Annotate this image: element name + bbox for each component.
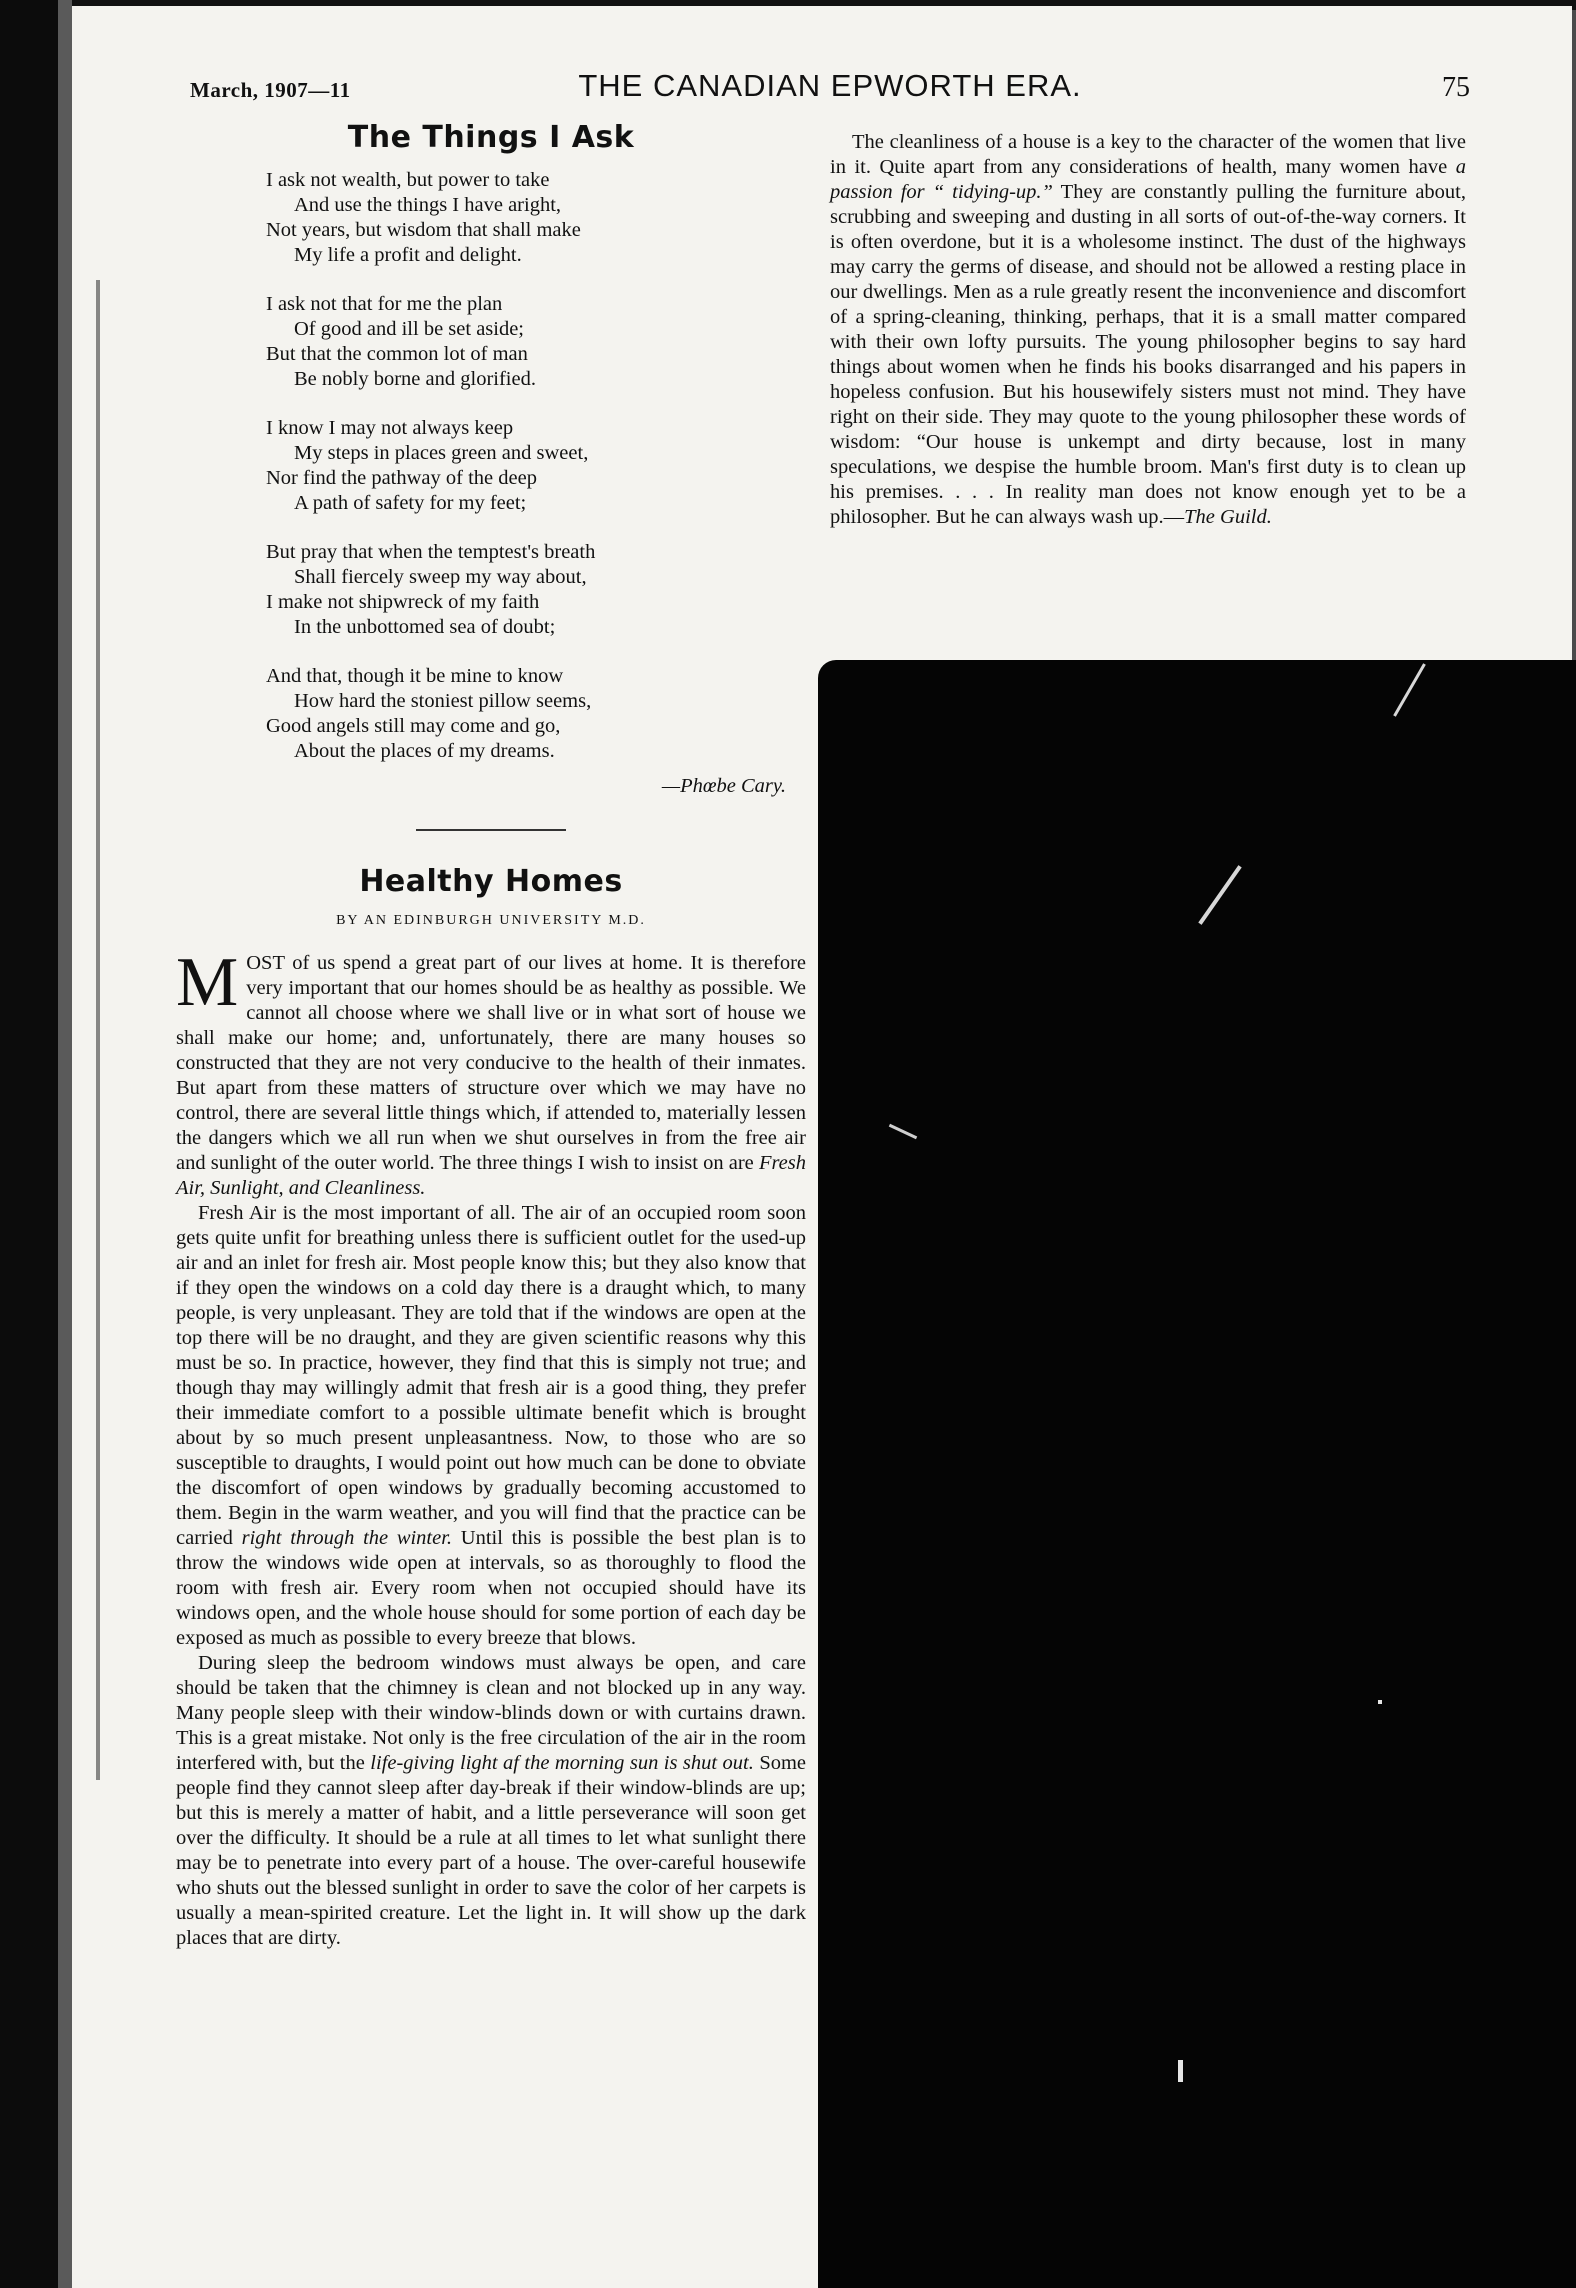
poem-line: About the places of my dreams.	[294, 740, 555, 762]
stanza	[266, 540, 806, 640]
article-paragraph: During sleep the bedroom windows must always be open, and care should be taken that the chimney is clean and not blocked up in any way. Many people sleep with their window-blinds down or with curtains drawn. This is a great mistake. Not only is the free circulation of the air in the room interfered with, but the life-giving light af the morning sun is shut out. Some people find they cannot sleep after day-break if their window-blinds are up; but this is merely a matter of habit, and a little perseverance will soon get over the difficulty. It should be a rule at all times to let what sunlight there may be to penetrate into every part of a house. The over-careful housewife who shuts out the blessed sunlight in order to save the color of her carpets is usually a mean-spirited creature. Let the light in. It will show up the dark places that are dirty.	[176, 1652, 807, 1949]
poem-title: The Things I Ask	[347, 120, 635, 155]
poem-line: I ask not that for me the plan	[266, 293, 503, 315]
poem-line: A path of safety for my feet;	[294, 492, 527, 514]
scan-artifact	[1393, 663, 1426, 716]
stanza	[266, 416, 806, 516]
scan-artifact	[1378, 1700, 1382, 1704]
article-paragraph: The cleanliness of a house is a key to the character of the women that live in it. Quite apart from any considerations of health, many women have a passion for “ tidying-up.” They are constantly pulling the furniture about, scrubbing and sweeping and dusting in all sorts of out-of-the-way corners. It is often overdone, but it is a wholesome instinct. The dust of the highways may carry the germs of disease, and should not be allowed a resting place in our dwellings. Men as a rule greatly resent the inconvenience and discomfort of a spring-cleaning, thinking, perhaps, that it is a small matter compared with their own lofty pursuits. The young philosopher begins to say hard things about women when he finds his books disarranged and his papers in hopeless confusion. But his housewifely sisters must not mind. They have right on their side. They may quote to the young philosopher these words of wisdom: “Our house is unkempt and dirty because, lost in many speculations, we despise the humble broom. Man's first duty is to clean up his premises. . . . In reality man does not know enough yet to be a philosopher. But he can always wash up.—The Guild.	[830, 131, 1467, 528]
stanza	[266, 292, 806, 392]
drop-cap: M	[176, 944, 239, 1021]
scan-artifact	[1198, 865, 1241, 925]
page-edge-crease	[96, 280, 100, 1780]
poem-line: I ask not wealth, but power to take	[266, 169, 550, 191]
article-title: Healthy Homes	[359, 864, 623, 899]
stanza	[266, 168, 806, 268]
article-byline: BY AN EDINBURGH UNIVERSITY M.D.	[336, 913, 646, 928]
missing-page-area	[818, 660, 1576, 2288]
poem-line: How hard the stoniest pillow seems,	[294, 690, 592, 712]
page-number: 75	[1442, 72, 1470, 103]
poem-line: Of good and ill be set aside;	[294, 318, 525, 340]
stanza	[266, 664, 806, 764]
poem-line: Nor find the pathway of the deep	[266, 467, 537, 489]
source-credit: The Guild.	[1184, 506, 1272, 528]
poem-line: Shall fiercely sweep my way about,	[294, 566, 587, 588]
poem-line: In the unbottomed sea of doubt;	[294, 616, 556, 638]
poem-line: But pray that when the temptest's breath	[266, 541, 596, 563]
right-column	[830, 130, 1466, 530]
publication-title: THE CANADIAN EPWORTH ERA.	[578, 68, 1082, 103]
article-paragraph: Fresh Air is the most important of all. The air of an occupied room soon gets quite unfit for breathing unless there is sufficient outlet for the used-up air and an inlet for fresh air. Most people know this; but they also know that if they open the windows on a cold day there is a draught which, to many people, is very unpleasant. They are told that if the windows are open at the top there will be no draught, and they are given scientific reasons why this must be so. In practice, however, they find that this is simply not true; and though thay may willingly admit that fresh air is a good thing, they prefer their immediate comfort to a possible ultimate benefit which is brought about by so much present unpleasantness. Now, to those who are so susceptible to draughts, I would point out how much can be done to obviate the discomfort of open windows by gradually becoming accustomed to them. Begin in the warm weather, and you will find that the practice can be carried right through the winter. Until this is possible the best plan is to throw the windows wide open at intervals, so as thoroughly to flood the room with fresh air. Every room when not occupied should have its windows open, and the whole house should for some portion of each day be exposed as much as possible to every breeze that blows.	[176, 1202, 807, 1649]
poem-line: Good angels still may come and go,	[266, 715, 561, 737]
poem-line: Not years, but wisdom that shall make	[266, 219, 581, 241]
poem-line: And that, though it be mine to know	[266, 665, 564, 687]
poem-line: My steps in places green and sweet,	[294, 442, 589, 464]
poem-line: I make not shipwreck of my faith	[266, 591, 540, 613]
poem-body	[266, 168, 806, 799]
poem-line: But that the common lot of man	[266, 343, 528, 365]
poem-line: And use the things I have aright,	[294, 194, 562, 216]
scan-artifact	[889, 1124, 917, 1139]
poem-attribution: —Phœbe Cary.	[661, 775, 786, 797]
poem-line: I know I may not always keep	[266, 417, 514, 439]
scan-artifact	[1178, 2060, 1183, 2082]
section-divider	[416, 829, 566, 831]
issue-date: March, 1907—11	[190, 78, 351, 102]
poem-line: Be nobly borne and glorified.	[294, 368, 536, 390]
article-paragraph: MOST of us spend a great part of our lives at home. It is therefore very important that our homes should be as healthy as possible. We cannot all choose where we shall live or in what sort of house we shall make our home; and, unfortunately, there are many houses so constructed that they are not very conducive to the health of their inmates. But apart from these matters of structure over which we may have no control, there are several little things which, if attended to, materially lessen the dangers which we all run when we shut ourselves in from the free air and sunlight of the outer world. The three things I wish to insist on are Fresh Air, Sunlight, and Cleanliness.	[176, 944, 807, 1199]
binding-gutter	[0, 0, 72, 2288]
left-column	[176, 120, 807, 1951]
poem-line: My life a profit and delight.	[294, 244, 522, 266]
running-header	[190, 68, 1470, 108]
